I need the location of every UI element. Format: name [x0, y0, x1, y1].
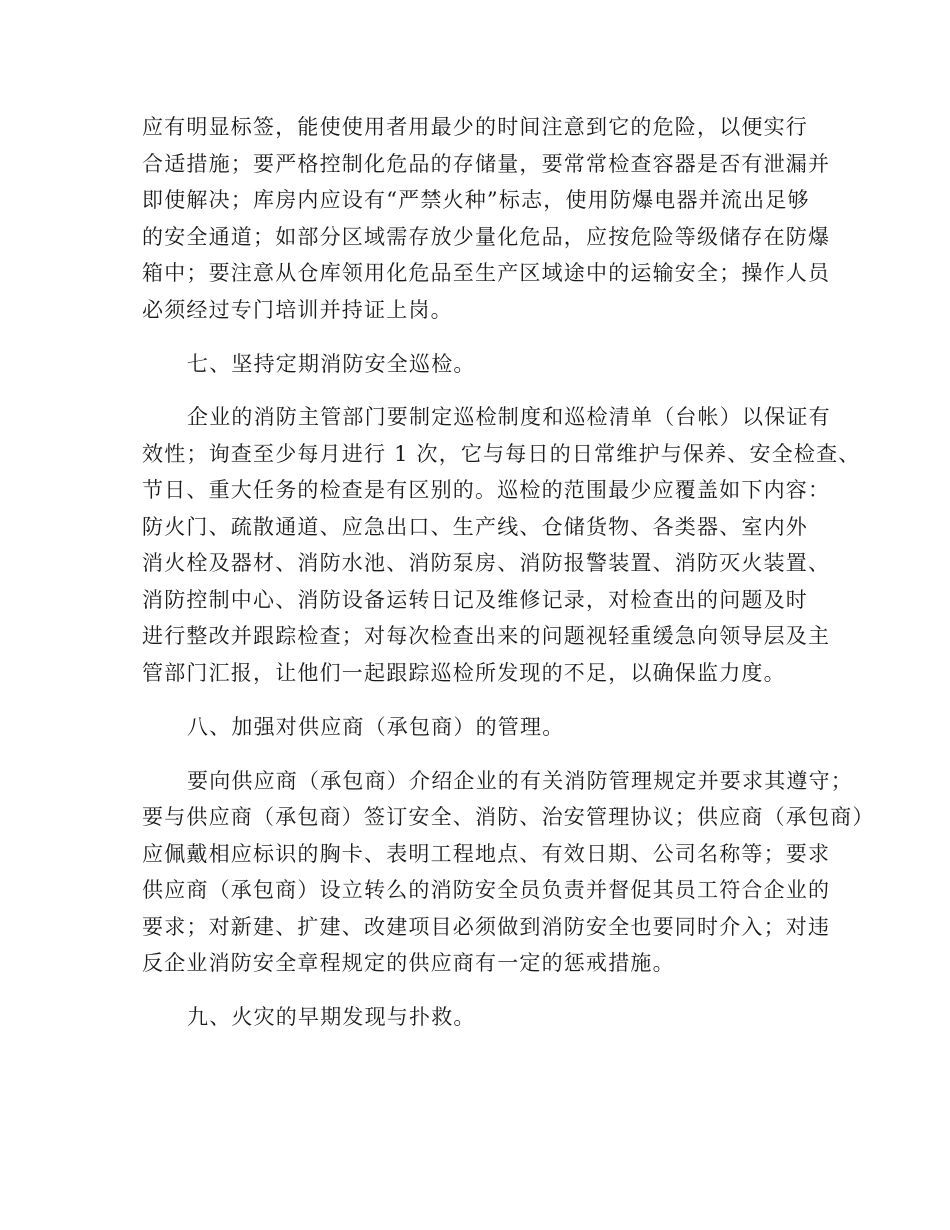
- paragraph-line: 箱中；要注意从仓库领用化危品至生产区域途中的运输安全；操作人员: [142, 261, 831, 285]
- paragraph-line: 的安全通道；如部分区域需存放少量化危品，应按危险等级储存在防爆: [142, 225, 831, 249]
- paragraph-line: 即使解决；库房内应设有“严禁火种”标志，使用防爆电器并流出足够: [142, 188, 810, 212]
- paragraph-line: 要与供应商（承包商）签订安全、消防、治安管理协议；供应商（承包商）: [142, 805, 875, 829]
- paragraph-line: 企业的消防主管部门要制定巡检制度和巡检清单（台帐）以保证有: [187, 405, 831, 429]
- paragraph-line: 应佩戴相应标识的胸卡、表明工程地点、有效日期、公司名称等；要求: [142, 842, 831, 866]
- section-heading: 八、加强对供应商（承包商）的管理。: [187, 715, 565, 739]
- paragraph-line: 效性；询查至少每月进行 1 次，它与每日的日常维护与保养、安全检查、: [142, 442, 861, 466]
- paragraph-line: 消火栓及器材、消防水池、消防泵房、消防报警装置、消防灭火装置、: [142, 551, 831, 575]
- section-heading: 七、坚持定期消防安全巡检。: [187, 352, 476, 376]
- paragraph-line: 应有明显标签，能使使用者用最少的时间注意到它的危险，以便实行: [142, 115, 808, 139]
- paragraph-line: 要向供应商（承包商）介绍企业的有关消防管理规定并要求其遵守；: [187, 769, 853, 793]
- paragraph-line: 供应商（承包商）设立转么的消防安全员负责并督促其员工符合企业的: [142, 878, 831, 902]
- paragraph-line: 消防控制中心、消防设备运转日记及维修记录，对检查出的问题及时: [142, 588, 808, 612]
- paragraph-line: 反企业消防安全章程规定的供应商有一定的惩戒措施。: [142, 951, 675, 975]
- paragraph-line: 管部门汇报，让他们一起跟踪巡检所发现的不足，以确保监力度。: [142, 661, 786, 685]
- paragraph-line: 节日、重大任务的检查是有区别的。巡检的范围最少应覆盖如下内容：: [142, 478, 831, 502]
- paragraph-line: 合适措施；要严格控制化危品的存储量，要常常检查容器是否有泄漏并: [142, 152, 831, 176]
- paragraph-line: 要求；对新建、扩建、改建项目必须做到消防安全也要同时介入；对违: [142, 915, 831, 939]
- paragraph-line: 进行整改并跟踪检查；对每次检查出来的问题视轻重缓急向领导层及主: [142, 624, 831, 648]
- section-heading: 九、火灾的早期发现与扑救。: [187, 1005, 476, 1029]
- paragraph-line: 必须经过专门培训并持证上岗。: [142, 298, 453, 322]
- paragraph-line: 防火门、疏散通道、应急出口、生产线、仓储货物、各类器、室内外: [142, 515, 808, 539]
